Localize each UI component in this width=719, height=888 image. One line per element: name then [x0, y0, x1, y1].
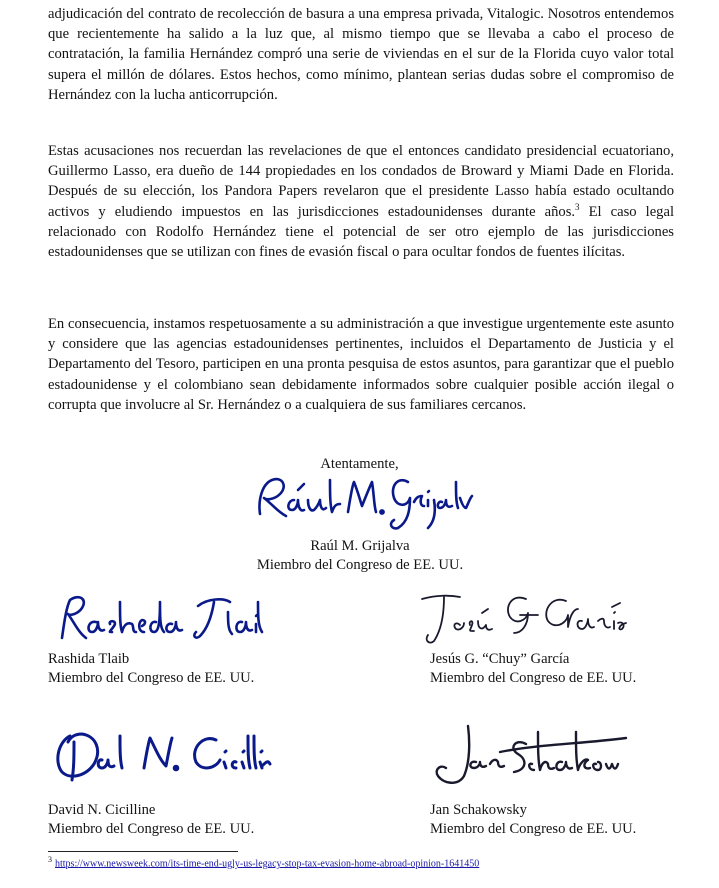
footnote-link[interactable]: https://www.newsweek.com/its-time-end-ugly-us-legacy-stop-tax-evasion-home-abroad-opinion-1641450: [55, 858, 480, 870]
signer-block-garcia: [430, 650, 636, 688]
signature-cicilline: [48, 722, 273, 790]
footnote-number: 3: [48, 855, 52, 864]
footnote-divider: [48, 851, 238, 852]
footnote: [48, 855, 479, 869]
footnote-reference: 3: [575, 201, 580, 212]
signer-block-tlaib: [48, 650, 254, 688]
signer-block-cicilline: [48, 801, 254, 839]
signer-title: Miembro del Congreso de EE. UU.: [256, 557, 464, 573]
signer-title: Miembro del Congreso de EE. UU.: [48, 821, 255, 837]
signature-schakowsky: [430, 718, 635, 790]
signature-grijalva: [248, 470, 478, 532]
body-paragraph-2-part-a: Estas acusaciones nos recuerdan las revelaciones de que el entonces candidato presidencial ecuatoriano, Guillermo Lasso, era dueño de 144 propiedades en los condados de Broward y Miami Dade en Florida. Después de su elección, los Pandora Papers revelaron que el presidente Lasso había estado ocultando activos y eludiendo impuestos en las jurisdicciones estadounidenses durante años.: [48, 143, 674, 220]
signer-name: Jesús G. “Chuy” García: [430, 651, 570, 667]
body-paragraph-2-part-b: El caso legal relacionado con Rodolfo Hernández tiene el potencial de ser otro ejemplo de las jurisdicciones estadounidenses que se utilizan con fines de evasión fiscal o para ocultar fondos de fuentes ilícitas.: [48, 203, 674, 261]
signer-block-grijalva: [180, 537, 540, 575]
signer-title: Miembro del Congreso de EE. UU.: [430, 670, 637, 686]
signer-title: Miembro del Congreso de EE. UU.: [48, 670, 255, 686]
signer-name: David N. Cicilline: [48, 802, 156, 818]
signer-name: Rashida Tlaib: [48, 651, 130, 667]
signer-block-schakowsky: [430, 801, 636, 839]
body-paragraph-2: [48, 141, 674, 262]
signature-garcia: [416, 585, 632, 647]
body-paragraph-1: adjudicación del contrato de recolección de basura a una empresa privada, Vitalogic. Nosotros entendemos que recientemente ha salido a la luz que, al mismo tiempo que se llevaba a cabo el proceso de contratación, la familia Hernández compró una serie de viviendas en el sur de la Florida cuyo valor total supera el millón de dólares. Estos hechos, como mínimo, plantean serias dudas sobre el compromiso de Hernández con la lucha anticorrupción.: [48, 6, 674, 103]
signer-title: Miembro del Congreso de EE. UU.: [430, 821, 637, 837]
signer-name: Jan Schakowsky: [430, 802, 527, 818]
closing-salutation: Atentamente,: [320, 456, 399, 472]
body-paragraph-3: En consecuencia, instamos respetuosamente a su administración a que investigue urgentemente este asunto y considere que las agencias estadounidenses pertinentes, incluidos el Departamento de Justicia y el Departamento del Tesoro, participen en una pronta pesquisa de estos asuntos, para garantizar que el pueblo estadounidense y el colombiano sean debidamente informados sobre cualquier posible acción ilegal o corrupta que involucre al Sr. Hernández o a cualquiera de sus familiares cercanos.: [48, 316, 674, 413]
signer-name: Raúl M. Grijalva: [310, 538, 410, 554]
signature-tlaib: [52, 588, 267, 648]
